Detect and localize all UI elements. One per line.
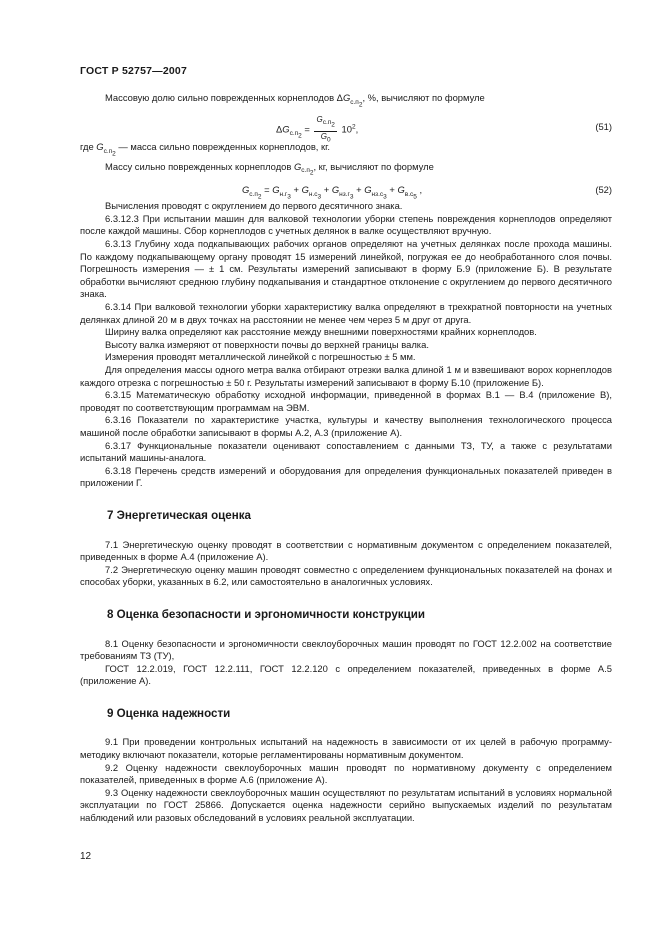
formula-52-intro: Массу сильно поврежденных корнеплодов $G_{с.п_2}$, кг, вычисляют по формуле (105, 160, 434, 177)
paragraph: Вычисления проводят с округлением до первого десятичного знака. (105, 200, 403, 212)
paragraph-9-1: 9.1 При проведении контрольных испытаний на надежность в зависимости от их целей в рабочую программу-методику включают показатели, которые регламентированы нормативным документом. (80, 736, 612, 761)
paragraph-8-1-cont: ГОСТ 12.2.019, ГОСТ 12.2.111, ГОСТ 12.2.120 с определением показателей, приведенных в форме А.5 (приложение А). (80, 662, 612, 687)
page-number: 12 (80, 851, 92, 862)
document-body (80, 92, 612, 825)
paragraph-8-1: 8.1 Оценку безопасности и эргономичности свеклоуборочных машин проводят по ГОСТ 12.2.002 на соответствие требованиям ТЗ (ТУ), (80, 637, 612, 662)
paragraph: Измерения проводят металлической линейкой с погрешностью ± 5 мм. (105, 351, 416, 363)
paragraph-9-2: 9.2 Оценку надежности свеклоуборочных машин проводят по нормативному документу с определением показателей, приведенных в форме А.6 (приложение А). (80, 761, 612, 786)
paragraph: Высоту валка измеряют от поверхности почвы до верхней границы валка. (105, 338, 429, 350)
section-8-heading: 8 Оценка безопасности и эргономичности конструкции (107, 607, 425, 621)
paragraph-6-3-18: 6.3.18 Перечень средств измерений и оборудования для определения функциональных показателей приведен в приложении Г. (80, 464, 612, 489)
paragraph-9-3: 9.3 Оценку надежности свеклоуборочных машин осуществляют по результатам испытаний в условиях нормальной эксплуатации по ГОСТ 25866. Допускается оценка надежности серийно выпускаемых изделий по результатам наблюдений или разовых обследований в условиях реальной эксплуатации. (80, 786, 612, 824)
formula-51-where: где $G_{с.п_2}$ — масса сильно поврежденных корнеплодов, кг. (80, 140, 330, 157)
section-9-heading: 9 Оценка надежности (107, 706, 231, 720)
formula-52-number: (52) (595, 184, 612, 196)
section-7-heading: 7 Энергетическая оценка (107, 508, 251, 522)
paragraph-7-2: 7.2 Энергетическую оценку машин проводят совместно с определением функциональных показателей на фонах и способах уборки, указанных в 6.2, или самостоятельно в аналогичных условиях. (80, 563, 612, 588)
paragraph: Ширину валка определяют как расстояние между внешними поверхностями крайних корнеплодов. (105, 326, 537, 338)
paragraph-6-3-14: 6.3.14 При валковой технологии уборки характеристику валка определяют в трехкратной повторности на учетных делянках длиной 20 м в двух точках на расстоянии не менее чем через 5 м друг от друга. (80, 301, 612, 325)
paragraph-6-3-13: 6.3.13 Глубину хода подкапывающих рабочих органов определяют на учетных делянках после прохода машины. По каждому подкапывающему органу проводят 15 измерений линейкой, погружая ее до необработанного слоя почвы. Погрешность измерения — ± 1 см. Результаты измерений записывают в форму Б.9 (приложение Б). В результате обработки вычисляют среднюю глубину подкапывания и стандартное отклонение с округлением до первого десятичного знака. (80, 238, 612, 300)
document-header: ГОСТ Р 52757—2007 (80, 65, 188, 77)
formula-52: $G_{с.п_2} = G_{н.г_3} + G_{н.с_3} + G_{нз.г_3} + G_{нз.с_3} + G_{в.с_5}$ , (52) (242, 184, 612, 201)
formula-51: $\Delta G_{с.п_2}$ = $\frac{G_{с.п_2}}{G_0}$ $10^2$, (51) (276, 114, 612, 144)
paragraph-6-3-17: 6.3.17 Функциональные показатели оценивают сопоставлением с данными ТЗ, ТУ, а также с результатами испытаний машины-аналога. (80, 439, 612, 464)
paragraph-6-3-15: 6.3.15 Математическую обработку исходной информации, приведенной в формах В.1 — В.4 (приложение В), проводят по соответствующим программам на ЭВМ. (80, 389, 612, 413)
formula-51-intro: Массовую долю сильно поврежденных корнеплодов $\Delta G_{с.п_2}$, %, вычисляют по формуле (105, 92, 485, 109)
paragraph: Для определения массы одного метра валка отбирают отрезки валка длиной 1 м и взвешивают ворох корнеплодов каждого отрезка с погрешностью ± 50 г. Результаты измерений записывают в форму Б.10 (приложение Б). (80, 364, 612, 388)
paragraph-7-1: 7.1 Энергетическую оценку проводят в соответствии с нормативным документом с определением показателей, приведенных в форме А.4 (приложение А). (80, 538, 612, 563)
paragraph-6-3-16: 6.3.16 Показатели по характеристике участка, культуры и качеству выполнения технологического процесса машиной после обработки записывают в формы А.2, А.3 (приложение А). (80, 414, 612, 438)
formula-51-number: (51) (595, 120, 612, 132)
paragraph-6-3-12-3: 6.3.12.3 При испытании машин для валковой технологии уборки степень повреждения корнеплодов определяют после каждой машины. Сбор корнеплодов с учетных делянок в валке осуществляют вручную. (80, 212, 612, 237)
